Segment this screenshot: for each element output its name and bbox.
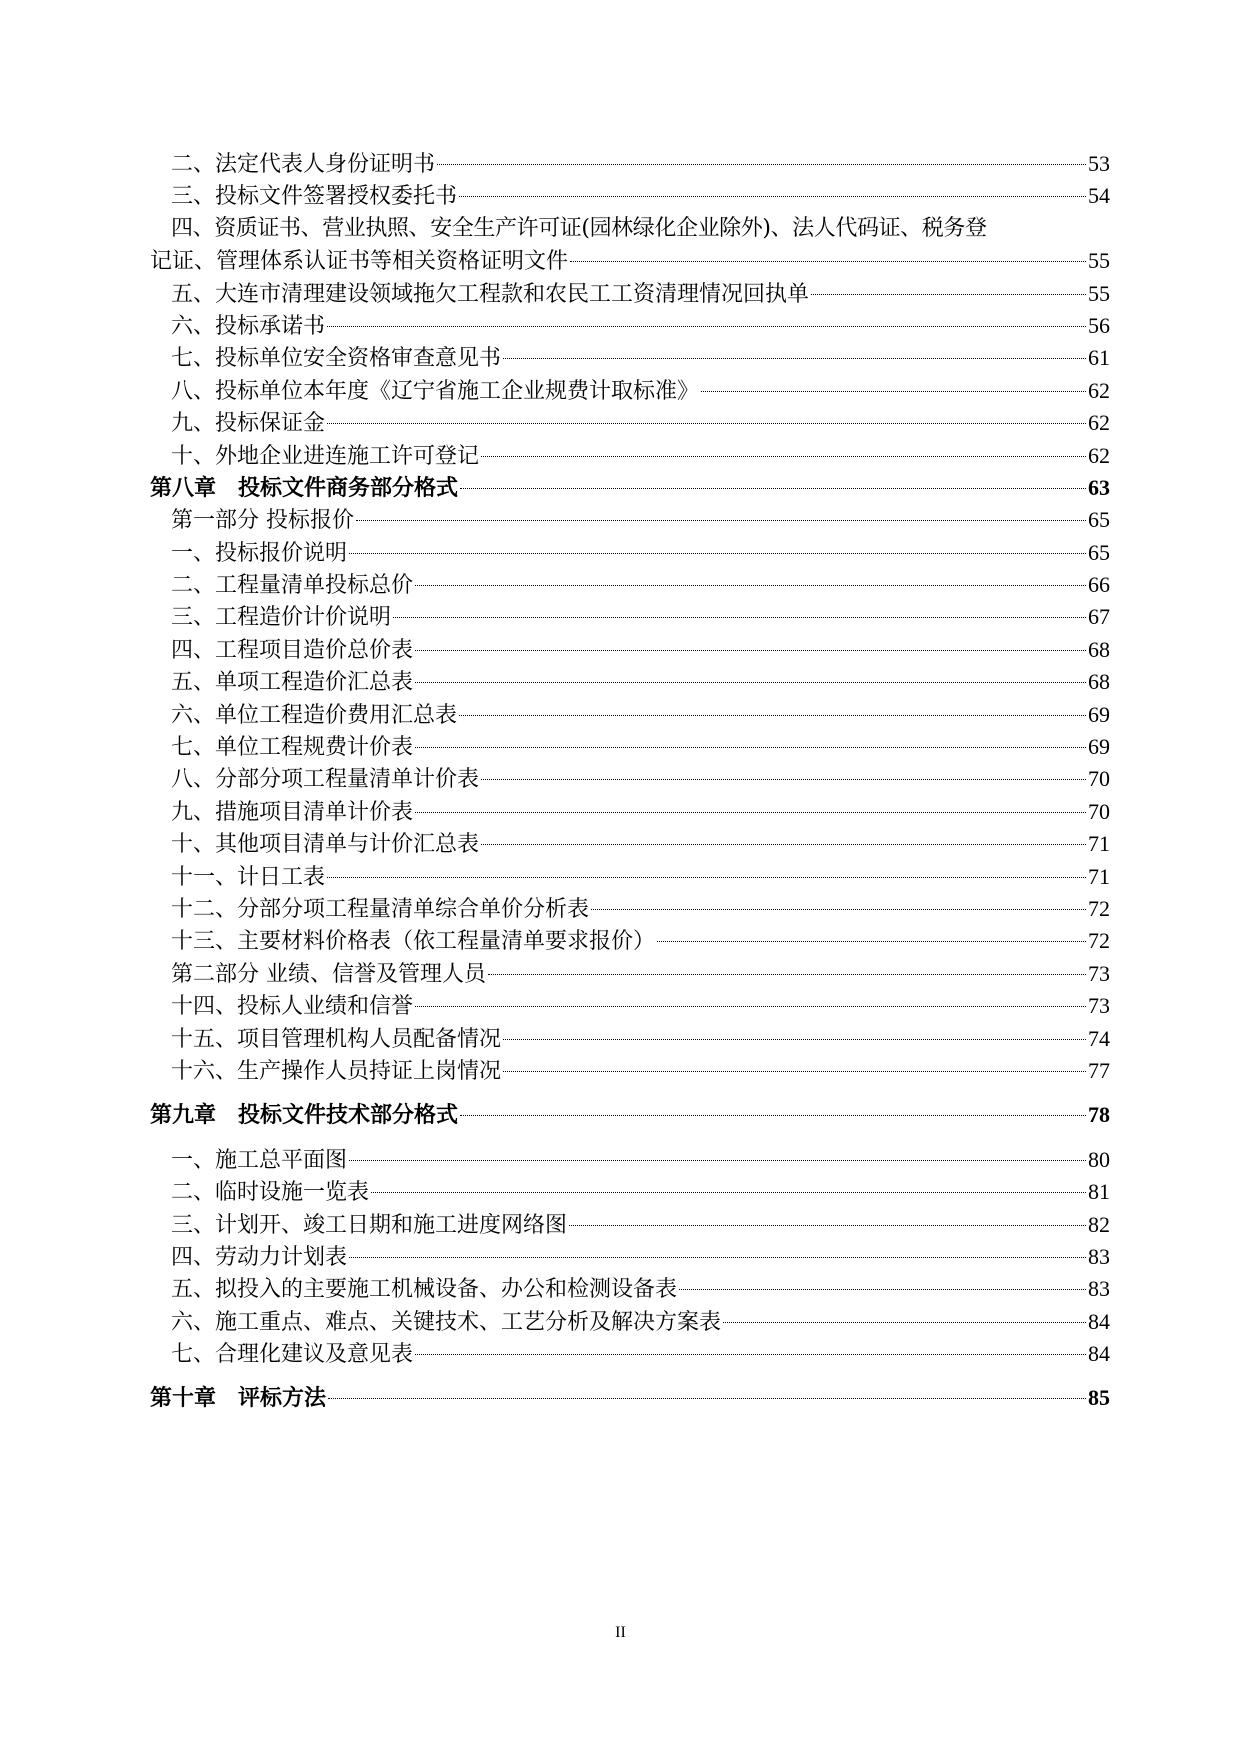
- toc-entry[interactable]: [150, 278, 1110, 310]
- toc-entry-page: 77: [1088, 1057, 1110, 1083]
- toc-entry[interactable]: [150, 1306, 1110, 1338]
- dot-leader: [459, 715, 1086, 716]
- dot-leader: [570, 261, 1086, 262]
- toc-chapter-title: 第十章 评标方法: [150, 1385, 327, 1412]
- toc-entry[interactable]: [150, 763, 1110, 795]
- toc-entry-title: 五、单项工程造价汇总表: [171, 670, 414, 696]
- dot-leader: [503, 358, 1086, 359]
- toc-entry-title: 第二部分 业绩、信誉及管理人员: [171, 961, 486, 987]
- toc-entry[interactable]: [150, 1273, 1110, 1305]
- toc-entry-page: 70: [1088, 798, 1110, 824]
- toc-entry-page: 62: [1088, 442, 1110, 468]
- dot-leader: [481, 456, 1086, 457]
- toc-entry-page: 83: [1088, 1276, 1110, 1302]
- toc-entry-title: 十二、分部分项工程量清单综合单价分析表: [171, 896, 590, 922]
- toc-entry[interactable]: [150, 925, 1110, 957]
- toc-entry[interactable]: [150, 407, 1110, 439]
- toc-entry-title: 九、措施项目清单计价表: [171, 799, 414, 825]
- toc-entry-title: 一、投标报价说明: [171, 540, 348, 566]
- toc-entry[interactable]: [150, 1241, 1110, 1273]
- toc-entry-title: 九、投标保证金: [171, 411, 326, 437]
- toc-entry-title: 七、投标单位安全资格审查意见书: [171, 346, 502, 372]
- toc-entry-page: 62: [1088, 410, 1110, 436]
- dot-leader: [415, 812, 1086, 813]
- dot-leader: [371, 1192, 1086, 1193]
- dot-leader: [415, 1354, 1086, 1355]
- toc-entry[interactable]: [150, 375, 1110, 407]
- toc-chapter-title: 第八章 投标文件商务部分格式: [150, 474, 459, 501]
- dot-leader: [415, 682, 1086, 683]
- dot-leader: [415, 585, 1086, 586]
- toc-entry[interactable]: [150, 1338, 1110, 1370]
- toc-entry-title: 十三、主要材料价格表（依工程量清单要求报价）: [171, 929, 656, 955]
- toc-entry[interactable]: [150, 1144, 1110, 1176]
- toc-entry-page: 74: [1088, 1025, 1110, 1051]
- toc-entry[interactable]: [150, 213, 1110, 278]
- toc-entry-page: 80: [1088, 1146, 1110, 1172]
- toc-entry[interactable]: [150, 796, 1110, 828]
- dot-leader: [415, 1006, 1086, 1007]
- toc-entry-title: 三、工程造价计价说明: [171, 605, 392, 631]
- toc-entry[interactable]: [150, 699, 1110, 731]
- dot-leader: [349, 553, 1086, 554]
- toc-entry-title: 十六、生产操作人员持证上岗情况: [171, 1058, 502, 1084]
- toc-entry-page: 67: [1088, 604, 1110, 630]
- toc-entry-page: 68: [1088, 669, 1110, 695]
- page-number-footer: II: [615, 1624, 626, 1641]
- dot-leader: [657, 941, 1086, 942]
- dot-leader: [503, 1039, 1086, 1040]
- toc-entry-page: 82: [1088, 1211, 1110, 1237]
- toc-entry-title-line1: 四、资质证书、营业执照、安全生产许可证(园林绿化企业除外)、法人代码证、税务登: [171, 215, 987, 241]
- toc-entry[interactable]: [150, 828, 1110, 860]
- toc-entry[interactable]: [150, 1023, 1110, 1055]
- dot-leader: [415, 747, 1086, 748]
- dot-leader: [459, 196, 1086, 197]
- toc-entry-title: 十、外地企业进连施工许可登记: [171, 443, 480, 469]
- toc-entry-page: 81: [1088, 1179, 1110, 1205]
- dot-leader: [460, 488, 1086, 489]
- toc-entry-title: 二、工程量清单投标总价: [171, 573, 414, 599]
- toc-entry[interactable]: [150, 569, 1110, 601]
- toc-entry-title: 六、投标承诺书: [171, 313, 326, 339]
- dot-leader: [460, 1115, 1086, 1116]
- toc-entry-page: 55: [1088, 280, 1110, 306]
- toc-entry-page: 65: [1088, 539, 1110, 565]
- toc-entry-title: 三、计划开、竣工日期和施工进度网络图: [171, 1212, 568, 1238]
- toc-entry-title: 二、临时设施一览表: [171, 1180, 370, 1206]
- dot-leader: [327, 877, 1086, 878]
- toc-entry-page: 71: [1088, 831, 1110, 857]
- toc-entry-title: 第一部分 投标报价: [171, 508, 354, 534]
- toc-entry[interactable]: [150, 1055, 1110, 1087]
- toc-entry[interactable]: [150, 537, 1110, 569]
- toc-entry-title: 七、单位工程规费计价表: [171, 735, 414, 761]
- toc-entry[interactable]: [150, 342, 1110, 374]
- dot-leader: [393, 617, 1086, 618]
- toc-chapter-entry[interactable]: [150, 472, 1110, 504]
- dot-leader: [701, 391, 1086, 392]
- toc-entry-page: 71: [1088, 863, 1110, 889]
- toc-entry[interactable]: [150, 893, 1110, 925]
- dot-leader: [328, 1398, 1086, 1399]
- toc-entry-page: 55: [1088, 248, 1110, 274]
- toc-chapter-entry[interactable]: [150, 1382, 1110, 1414]
- toc-entry-page: 53: [1088, 151, 1110, 176]
- toc-entry[interactable]: [150, 958, 1110, 990]
- toc-chapter-entry[interactable]: [150, 1099, 1110, 1131]
- toc-entry-title: 八、分部分项工程量清单计价表: [171, 767, 480, 793]
- dot-leader: [503, 1071, 1086, 1072]
- toc-entry[interactable]: [150, 634, 1110, 666]
- dot-leader: [481, 844, 1086, 845]
- toc-entry-page: 85: [1088, 1385, 1110, 1411]
- toc-entry-page: 62: [1088, 377, 1110, 403]
- dot-leader: [723, 1322, 1086, 1323]
- toc-entry[interactable]: [150, 731, 1110, 763]
- toc-entry-page: 63: [1088, 474, 1110, 500]
- toc-entry-title: 六、单位工程造价费用汇总表: [171, 702, 458, 728]
- toc-entry-title: 五、拟投入的主要施工机械设备、办公和检测设备表: [171, 1277, 678, 1303]
- dot-leader: [481, 779, 1086, 780]
- dot-leader: [811, 294, 1086, 295]
- toc-entry-page: 78: [1088, 1102, 1110, 1128]
- toc-entry[interactable]: [150, 148, 1110, 180]
- toc-entry-page: 61: [1088, 345, 1110, 371]
- toc-entry-title: 三、投标文件签署授权委托书: [171, 184, 458, 210]
- toc-entry-page: 70: [1088, 766, 1110, 792]
- table-of-contents: [150, 148, 1110, 1415]
- toc-entry-page: 72: [1088, 928, 1110, 954]
- toc-entry-page: 83: [1088, 1243, 1110, 1269]
- toc-entry[interactable]: [150, 504, 1110, 536]
- dot-leader: [349, 1160, 1086, 1161]
- toc-entry-page: 72: [1088, 895, 1110, 921]
- toc-entry-page: 56: [1088, 312, 1110, 338]
- dot-leader: [327, 326, 1086, 327]
- toc-entry[interactable]: [150, 990, 1110, 1022]
- toc-entry-page: 69: [1088, 734, 1110, 760]
- toc-entry-title: 四、工程项目造价总价表: [171, 637, 414, 663]
- toc-entry-page: 73: [1088, 993, 1110, 1019]
- toc-chapter-title: 第九章 投标文件技术部分格式: [150, 1102, 459, 1129]
- dot-leader: [488, 974, 1086, 975]
- toc-entry[interactable]: [150, 180, 1110, 212]
- toc-entry-page: 65: [1088, 507, 1110, 533]
- toc-entry-title: 七、合理化建议及意见表: [171, 1342, 414, 1368]
- toc-entry[interactable]: [150, 861, 1110, 893]
- toc-entry-title-line2: 记证、管理体系认证书等相关资格证明文件: [150, 249, 569, 275]
- dot-leader: [437, 164, 1086, 165]
- toc-entry[interactable]: [150, 666, 1110, 698]
- dot-leader: [415, 650, 1086, 651]
- toc-entry[interactable]: [150, 1176, 1110, 1208]
- toc-entry-page: 84: [1088, 1341, 1110, 1367]
- toc-entry[interactable]: [150, 1209, 1110, 1241]
- toc-entry[interactable]: [150, 601, 1110, 633]
- dot-leader: [356, 520, 1086, 521]
- toc-entry-page: 68: [1088, 636, 1110, 662]
- toc-entry-page: 73: [1088, 960, 1110, 986]
- toc-entry-page: 69: [1088, 701, 1110, 727]
- dot-leader: [349, 1257, 1086, 1258]
- toc-entry-title: 一、施工总平面图: [171, 1147, 348, 1173]
- toc-entry-title: 五、大连市清理建设领域拖欠工程款和农民工工资清理情况回执单: [171, 281, 810, 307]
- toc-entry-title: 十一、计日工表: [171, 864, 326, 890]
- toc-entry-title: 十四、投标人业绩和信誉: [171, 994, 414, 1020]
- toc-entry[interactable]: [150, 440, 1110, 472]
- toc-entry-page: 84: [1088, 1308, 1110, 1334]
- toc-entry-title: 十五、项目管理机构人员配备情况: [171, 1026, 502, 1052]
- dot-leader: [569, 1225, 1086, 1226]
- dot-leader: [327, 423, 1086, 424]
- toc-entry-title: 六、施工重点、难点、关键技术、工艺分析及解决方案表: [171, 1309, 722, 1335]
- dot-leader: [679, 1289, 1086, 1290]
- toc-entry-title: 二、法定代表人身份证明书: [171, 152, 436, 177]
- toc-entry-title: 四、劳动力计划表: [171, 1244, 348, 1270]
- toc-entry[interactable]: [150, 310, 1110, 342]
- dot-leader: [591, 909, 1086, 910]
- toc-entry-title: 十、其他项目清单与计价汇总表: [171, 832, 480, 858]
- toc-entry-page: 54: [1088, 183, 1110, 209]
- toc-entry-title: 八、投标单位本年度《辽宁省施工企业规费计取标准》: [171, 378, 700, 404]
- toc-entry-page: 66: [1088, 572, 1110, 598]
